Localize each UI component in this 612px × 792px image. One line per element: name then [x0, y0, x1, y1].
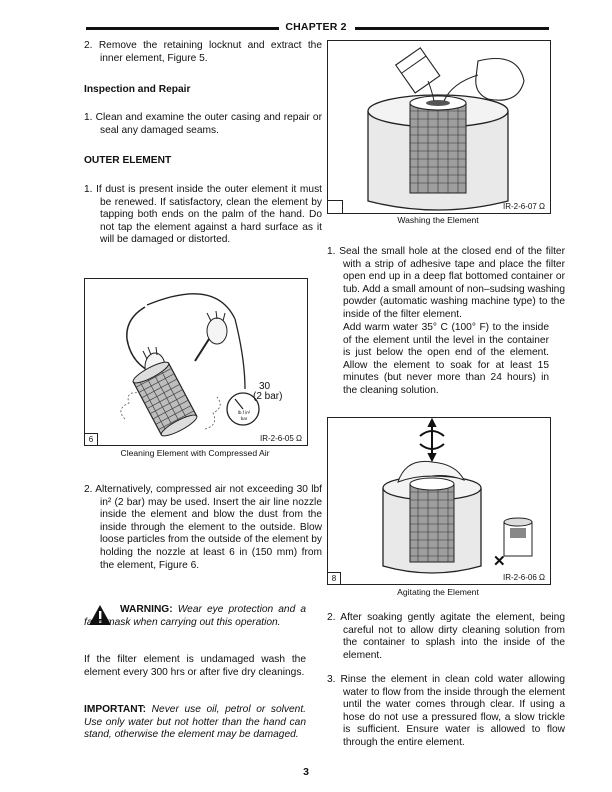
- figure-caption-agitate: Agitating the Element: [397, 587, 479, 597]
- important-block: [84, 704, 306, 742]
- header-rule-right: [355, 27, 549, 30]
- step-remove-locknut: 2. Remove the retaining locknut and extract the inner element, Figure 5.: [84, 40, 322, 64]
- figure-reference: IR-2-6-05 Ω: [259, 434, 302, 443]
- gauge-unit: (2 bar): [253, 391, 283, 402]
- compressed-air-illustration: [85, 279, 307, 445]
- step-dust-check: 1. If dust is present inside the outer element it must be renewed. If satisfactory, clean the element by tapping both ends on the palm of the hand. Do not tap the element against a hard surface as it will be damaged or distorted.: [84, 184, 322, 246]
- inspection-heading: Inspection and Repair: [84, 84, 191, 95]
- gauge-dial-unit: lb.f in²: [237, 410, 251, 415]
- figure-washing: [327, 40, 551, 214]
- step-compressed-air: 2. Alternatively, compressed air not exceeding 30 lbf in² (2 bar) may be used. Insert the air line nozzle inside the element and blow the dust from the inside through the element to the outside. Blow loose particles from the outside of the element by holding the nozzle at least 6 in (150 mm) from the element, Figure 6.: [84, 484, 322, 571]
- chapter-title: CHAPTER 2: [285, 21, 347, 33]
- step-clean-casing: 1. Clean and examine the outer casing and repair or seal any damaged seams.: [84, 112, 322, 136]
- step-agitate: 2. After soaking gently agitate the element, being careful not to allow dirty cleaning solution from the container to splash into the inside of the element.: [327, 612, 565, 661]
- header-rule-left: [86, 27, 279, 30]
- outer-element-heading: OUTER ELEMENT: [84, 155, 172, 166]
- figure-caption-wash: Washing the Element: [397, 215, 479, 225]
- gauge-value: 30: [259, 381, 271, 392]
- step-rinse: 3. Rinse the element in clean cold water allowing water to flow from the inside through the element until the water comes through clear. If using a hose do not use a pressured flow, a slow trickle is sufficient. Ensure water is allowed to flow through the entire element.: [327, 674, 565, 748]
- figure-caption-air: Cleaning Element with Compressed Air: [120, 448, 270, 458]
- step-seal-hole: 1. Seal the small hole at the closed end of the filter with a strip of adhesive tape and place the filter open end up in a deep flat bottomed container or tub. Add a small amount of non–sudsing washing powder (automatic washing machine type) to the inside of the filter element.: [327, 246, 565, 320]
- warning-label: WARNING:: [120, 604, 173, 615]
- warning-text: Wear eye protection and a face mask when carrying out this operation.: [84, 604, 306, 628]
- important-text: Never use oil, petrol or solvent. Use only water but not hotter than the hand can stand, otherwise the element may be damaged.: [84, 704, 306, 741]
- important-label: IMPORTANT:: [84, 704, 147, 715]
- gauge-dial-unit-bar: bar: [240, 416, 248, 421]
- figure-compressed-air: [84, 278, 308, 446]
- figure-number-blank: [328, 200, 343, 213]
- figure-reference: IR-2-6-06 Ω: [502, 573, 545, 582]
- warning-block: [84, 604, 306, 629]
- figure-number: 8: [328, 572, 341, 584]
- figure-number: 6: [85, 433, 98, 445]
- agitating-illustration: [328, 418, 550, 584]
- undamaged-note: If the filter element is undamaged wash the element every 300 hrs or after five dry cleanings.: [84, 654, 306, 678]
- cross-mark-icon: ✕: [493, 553, 506, 570]
- page-number: 3: [303, 766, 309, 778]
- washing-illustration: [328, 41, 550, 213]
- rotate-arrows-icon: [420, 420, 444, 460]
- step-add-warm-water: Add warm water 35° C (100° F) to the inside of the element until the level in the container is just below the open end of the element. Allow the element to soak for at least 15 minutes (but never more than 24 hours) in the cleaning solution.: [343, 322, 549, 396]
- figure-agitating: [327, 417, 551, 585]
- figure-reference: IR-2-6-07 Ω: [502, 202, 545, 211]
